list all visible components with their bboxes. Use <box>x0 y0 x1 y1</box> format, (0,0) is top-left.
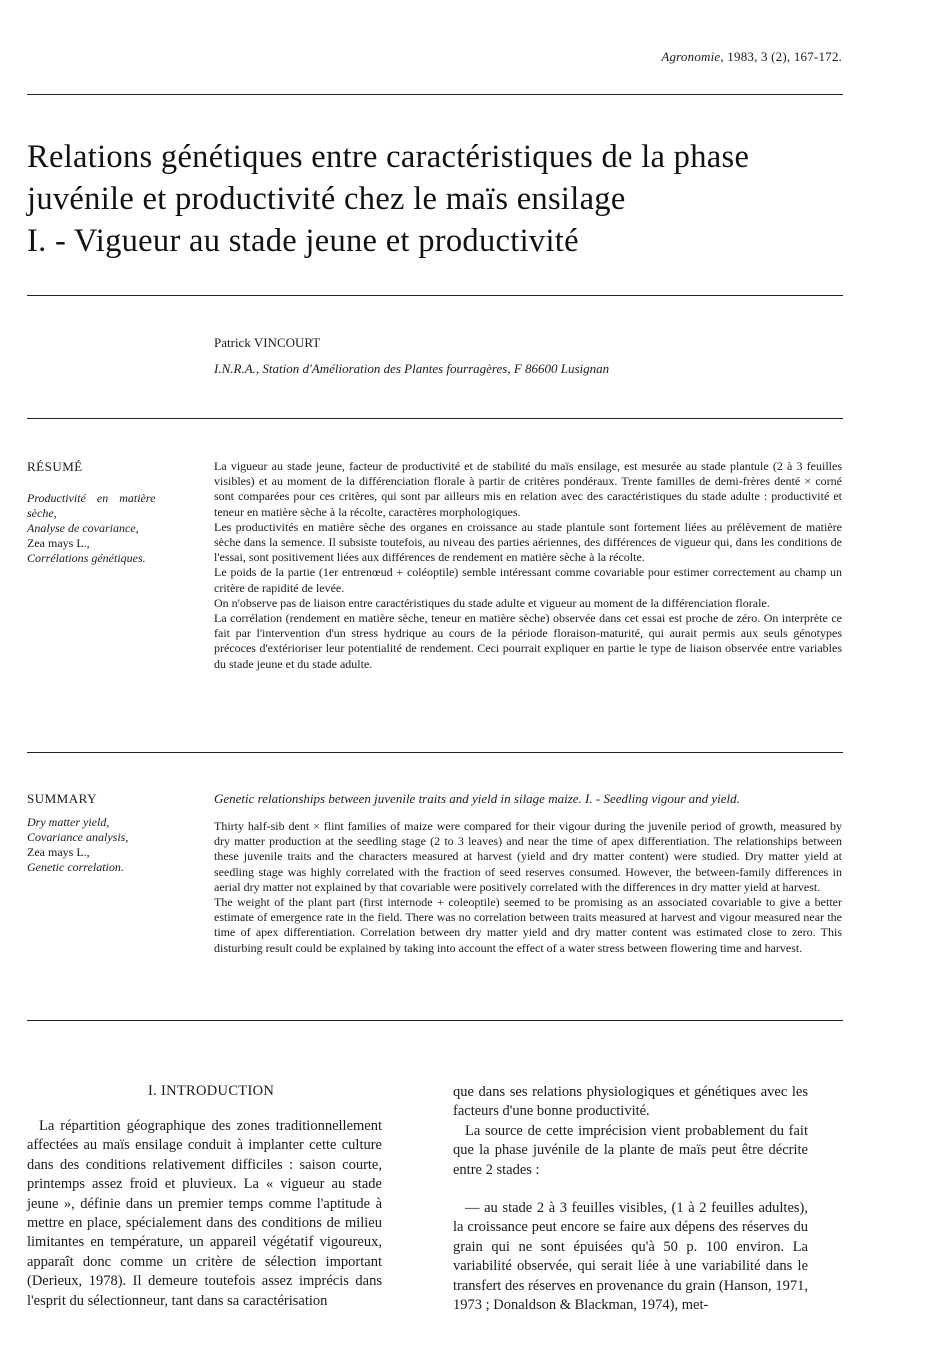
resume-keyword: Analyse de covariance, <box>27 521 139 535</box>
resume-body <box>214 459 842 672</box>
summary-rule <box>27 1020 843 1021</box>
resume-paragraph: La corrélation (rendement en matière sèche, teneur en matière sèche) observée dans cet essai est proche de zéro. On interprète ce fait par l'intervention d'un stress hydrique au cours de la période floraison-maturité, qui aurait permis aux seuls génotypes précoces d'extérioriser leur potentialité de rendement. Ceci pourrait expliquer en partie le type de liaison observée entre variables du stade jeune et du stade adulte. <box>214 611 842 671</box>
resume-keyword: sèche, <box>27 506 57 520</box>
summary-heading: SUMMARY <box>27 791 97 806</box>
author-rule <box>27 418 843 419</box>
author-name: Patrick VINCOURT <box>214 335 321 350</box>
introduction-heading: I. INTRODUCTION <box>148 1083 275 1099</box>
resume-keyword: Zea mays L., <box>27 536 90 550</box>
journal-citation <box>661 49 842 65</box>
introduction-left-column <box>27 1117 382 1311</box>
article-title <box>27 136 857 262</box>
title-line-1: Relations génétiques entre caractéristiques de la phase <box>27 139 750 175</box>
summary-keyword: Genetic correlation. <box>27 860 124 874</box>
resume-paragraph: La vigueur au stade jeune, facteur de productivité et de stabilité du maïs ensilage, est mesurée au stade plantule (2 à 3 feuilles visibles) et au moment de la différenciation florale à partir de critères pondéraux. Trente familles de demi-frères denté × corné sont comparées pour ces critères, qui sont par ailleurs mis en relation avec des caractéristiques du stade adulte : productivité et teneur en matière sèche à la récolte, caractères morphologiques. <box>214 459 842 519</box>
summary-paragraph: Thirty half-sib dent × flint families of maize were compared for their vigour during the juvenile period of growth, measured by dry matter production at the seedling stage (2 to 3 leaves) and near the time of apex differentiation. The relationships between these juvenile traits and the characters measured at harvest (yield and dry matter content) were studied. Dry matter yield at seedling stage was highly correlated with the fraction of seed reserves consumed. However, the between-family differences in aerial dry matter not explained by that covariable were positively correlated with the differences in dry matter yield at harvest. <box>214 819 842 894</box>
introduction-paragraph: que dans ses relations physiologiques et génétiques avec les facteurs d'une bonne productivité. <box>453 1084 808 1120</box>
resume-keyword: Corrélations génétiques. <box>27 551 146 565</box>
summary-title: Genetic relationships between juvenile traits and yield in silage maize. I. - Seedling vigour and yield. <box>214 791 740 806</box>
journal-reference: , 1983, 3 (2), 167-172. <box>720 49 842 64</box>
resume-paragraph: Le poids de la partie (1er entrenœud + coléoptile) semble intéressant comme covariable pour estimer correctement au champ un critère de rapidité de levée. <box>214 565 842 595</box>
summary-keyword: Dry matter yield, <box>27 815 110 829</box>
resume-keyword: Productivité en matière <box>27 491 156 505</box>
title-line-3: I. - Vigueur au stade jeune et productivité <box>27 223 579 259</box>
journal-name: Agronomie <box>661 49 721 64</box>
introduction-paragraph: La répartition géographique des zones traditionnellement affectées au maïs ensilage conduit à implanter cette culture dans des conditions relativement difficiles : saison courte, printemps assez froid et pluvieux. La « vigueur au stade jeune », définie dans un premier temps comme l'aptitude à mettre en place, spécialement dans des conditions de milieu limitantes en température, un appareil végétatif vigoureux, apparaît donc comme un critère de sélection important (Derieux, 1978). Il demeure toutefois assez imprécis dans l'esprit du sélectionneur, tant dans sa caractérisation <box>27 1118 382 1309</box>
title-rule <box>27 295 843 296</box>
summary-keyword: Zea mays L., <box>27 845 90 859</box>
summary-body <box>214 819 842 956</box>
introduction-paragraph: La source de cette imprécision vient probablement du fait que la phase juvénile de la plante de maïs peut être décrite entre 2 stades : <box>453 1122 808 1178</box>
header-rule <box>27 94 843 95</box>
resume-paragraph: Les productivités en matière sèche des organes en croissance au stade plantule sont fortement liées au prélèvement de matière sèche dans la semence. Il subsiste toutefois, au niveau des parties aériennes, des différences de vigueur qui, dans les conditions de l'essai, sont positivement liées aux différences de rendement en matière sèche à la récolte. <box>214 519 842 565</box>
introduction-paragraph: — au stade 2 à 3 feuilles visibles, (1 à 2 feuilles adultes), la croissance peut encore se faire aux dépens des réserves du grain qui ne sont épuisées qu'à 50 p. 100 environ. La variabilité observée, qui serait liée à une variabilité dans le transfert des réserves en provenance du grain (Hanson, 1971, 1973 ; Donaldson & Blackman, 1974), met- <box>453 1200 808 1314</box>
summary-keyword: Covariance analysis, <box>27 830 129 844</box>
summary-keywords <box>27 815 202 875</box>
resume-paragraph: On n'observe pas de liaison entre caractéristiques du stade adulte et vigueur au moment de la différenciation florale. <box>214 595 770 610</box>
summary-paragraph: The weight of the plant part (first internode + coleoptile) seemed to be promising as an associated covariable to give a better estimate of emergence rate in the field. There was no correlation between traits measured at harvest and vigour measured near the time of apex differentiation. Correlation between dry matter yield and dry matter content was estimated close to zero. This disturbing result could be explained by taking into account the effect of a water stress between flowering time and harvest. <box>214 895 842 955</box>
title-line-2: juvénile et productivité chez le maïs ensilage <box>27 181 626 217</box>
author-affiliation: I.N.R.A., Station d'Amélioration des Plantes fourragères, F 86600 Lusignan <box>214 361 610 376</box>
resume-keywords <box>27 491 202 566</box>
resume-rule <box>27 752 843 753</box>
introduction-right-column <box>453 1083 808 1315</box>
resume-heading: RÉSUMÉ <box>27 459 83 474</box>
